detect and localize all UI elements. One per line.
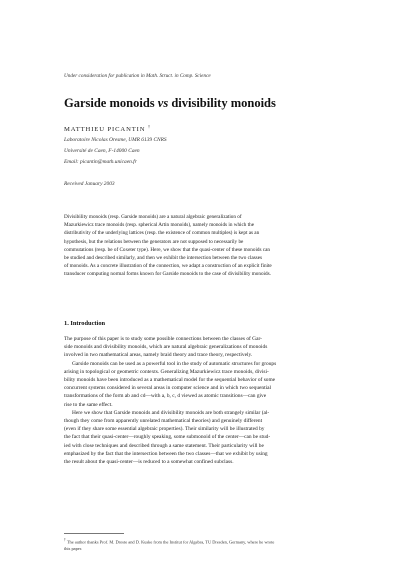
- body-line: arising in topological or geometric contexts. Generalizing Mazurkiewicz trace monoids, divisi-: [64, 368, 269, 375]
- author-name: [64, 124, 150, 133]
- body-line: involved in two mathematical areas, namely braid theory and trace theory, respectively.: [64, 352, 253, 359]
- body-line: rise to the same effect.: [64, 401, 113, 408]
- body-line: bility monoids have been introduced as a mathematical model for the sequential behavior of some: [64, 377, 276, 384]
- paragraph-1: [64, 335, 340, 360]
- abstract-line: Mazurkiewicz trace monoids (resp. spherical Artin monoids), namely monoids in which the: [64, 222, 255, 229]
- body-line: (even if they share some essential algebraic properties). Their similarity will be illustrated by: [64, 426, 265, 433]
- abstract-line: be studied and described similarly, and then we exhibit the intersection between the two classes: [64, 255, 263, 262]
- body-line: Here we show that Garside monoids and divisibility monoids are both strangely similar (al-: [72, 409, 270, 416]
- title-part-1: Garside monoids: [64, 96, 158, 110]
- author-footnote-mark: †: [147, 124, 150, 129]
- footnote-mark: †: [64, 538, 66, 542]
- affiliation-university: Université de Caen, F-14000 Caen: [64, 148, 140, 154]
- affiliation-lab: Laboratoire Nicolas Oresme, UMR 6139 CNRS: [64, 137, 167, 143]
- abstract-line: distributivity of the underlying lattices (resp. the existence of common multiples) is kept as an: [64, 230, 260, 237]
- body-line: ied with close techniques and described through a same statement. Their particularity will be: [64, 442, 264, 449]
- abstract-line: of monoids. As a concrete illustration of the connection, we adapt a construction of an explicit finite: [64, 263, 272, 270]
- footnote-line: this paper.: [64, 545, 83, 551]
- footnote-text: The author thanks Prof. M. Droste and D. Kuske from the Institut for Algebra, TU Dresden, Germany, where he wrote: [66, 539, 275, 545]
- body-line: the fact that their quasi-center—roughly speaking, some submonoid of the center—can be stud-: [64, 434, 271, 441]
- body-line: The purpose of this paper is to study some possible connections between the classes of Gar-: [64, 336, 262, 342]
- body-line: concurrent systems considered in several areas in computer science and in which two sequential: [64, 385, 272, 392]
- body-line: the result about the quasi-center—is reduced to a somewhat confined subclass.: [64, 459, 234, 466]
- body-line: Garside monoids can be used as a powerful tool in the study of automatic structures for groups: [72, 360, 277, 367]
- footnote-line: [64, 537, 340, 546]
- paragraph-2: [64, 360, 340, 409]
- received-date: Received January 2003: [64, 181, 115, 187]
- publication-status: Under consideration for publication in Math. Struct. in Comp. Science: [64, 73, 211, 79]
- introduction-body: [64, 335, 340, 466]
- abstract-line: Divisibility monoids (resp. Garside monoids) are a natural algebraic generalization of: [64, 214, 242, 220]
- body-line: side monoids and divisibility monoids, which are natural algebraic generalizations of monoids: [64, 344, 268, 351]
- body-line: transformations of the form ab and cd—with a, b, c, d viewed as atomic transitions—can give: [64, 393, 267, 400]
- author-email: Email: picantin@math.unicaen.fr: [64, 159, 137, 165]
- body-line: emphasized by the fact that the intersection between the two classes—that we exhibit by using: [64, 450, 268, 457]
- abstract-line: commutations (resp. be of Coxeter type). Here, we show that the quasi-center of these monoids can: [64, 246, 270, 253]
- section-heading: 1. Introduction: [64, 320, 106, 327]
- title-part-2: divisibility monoids: [168, 96, 276, 110]
- paper-title: [64, 96, 276, 111]
- footnote-divider: [64, 533, 124, 534]
- abstract-line: hypothesis, but the relations between the generators are not supposed to necessarily be: [64, 238, 244, 245]
- footnote: [64, 537, 340, 552]
- abstract-line: transducer computing normal forms known for Garside monoids to the case of divisibility monoids.: [64, 271, 271, 278]
- title-vs: vs: [157, 96, 169, 110]
- body-line: though they come from apparently unrelated mathematical theories) and genuinely different: [64, 418, 263, 425]
- author-name-text: MATTHIEU PICANTIN: [64, 126, 146, 134]
- abstract: [64, 213, 314, 279]
- paragraph-3: [64, 409, 340, 466]
